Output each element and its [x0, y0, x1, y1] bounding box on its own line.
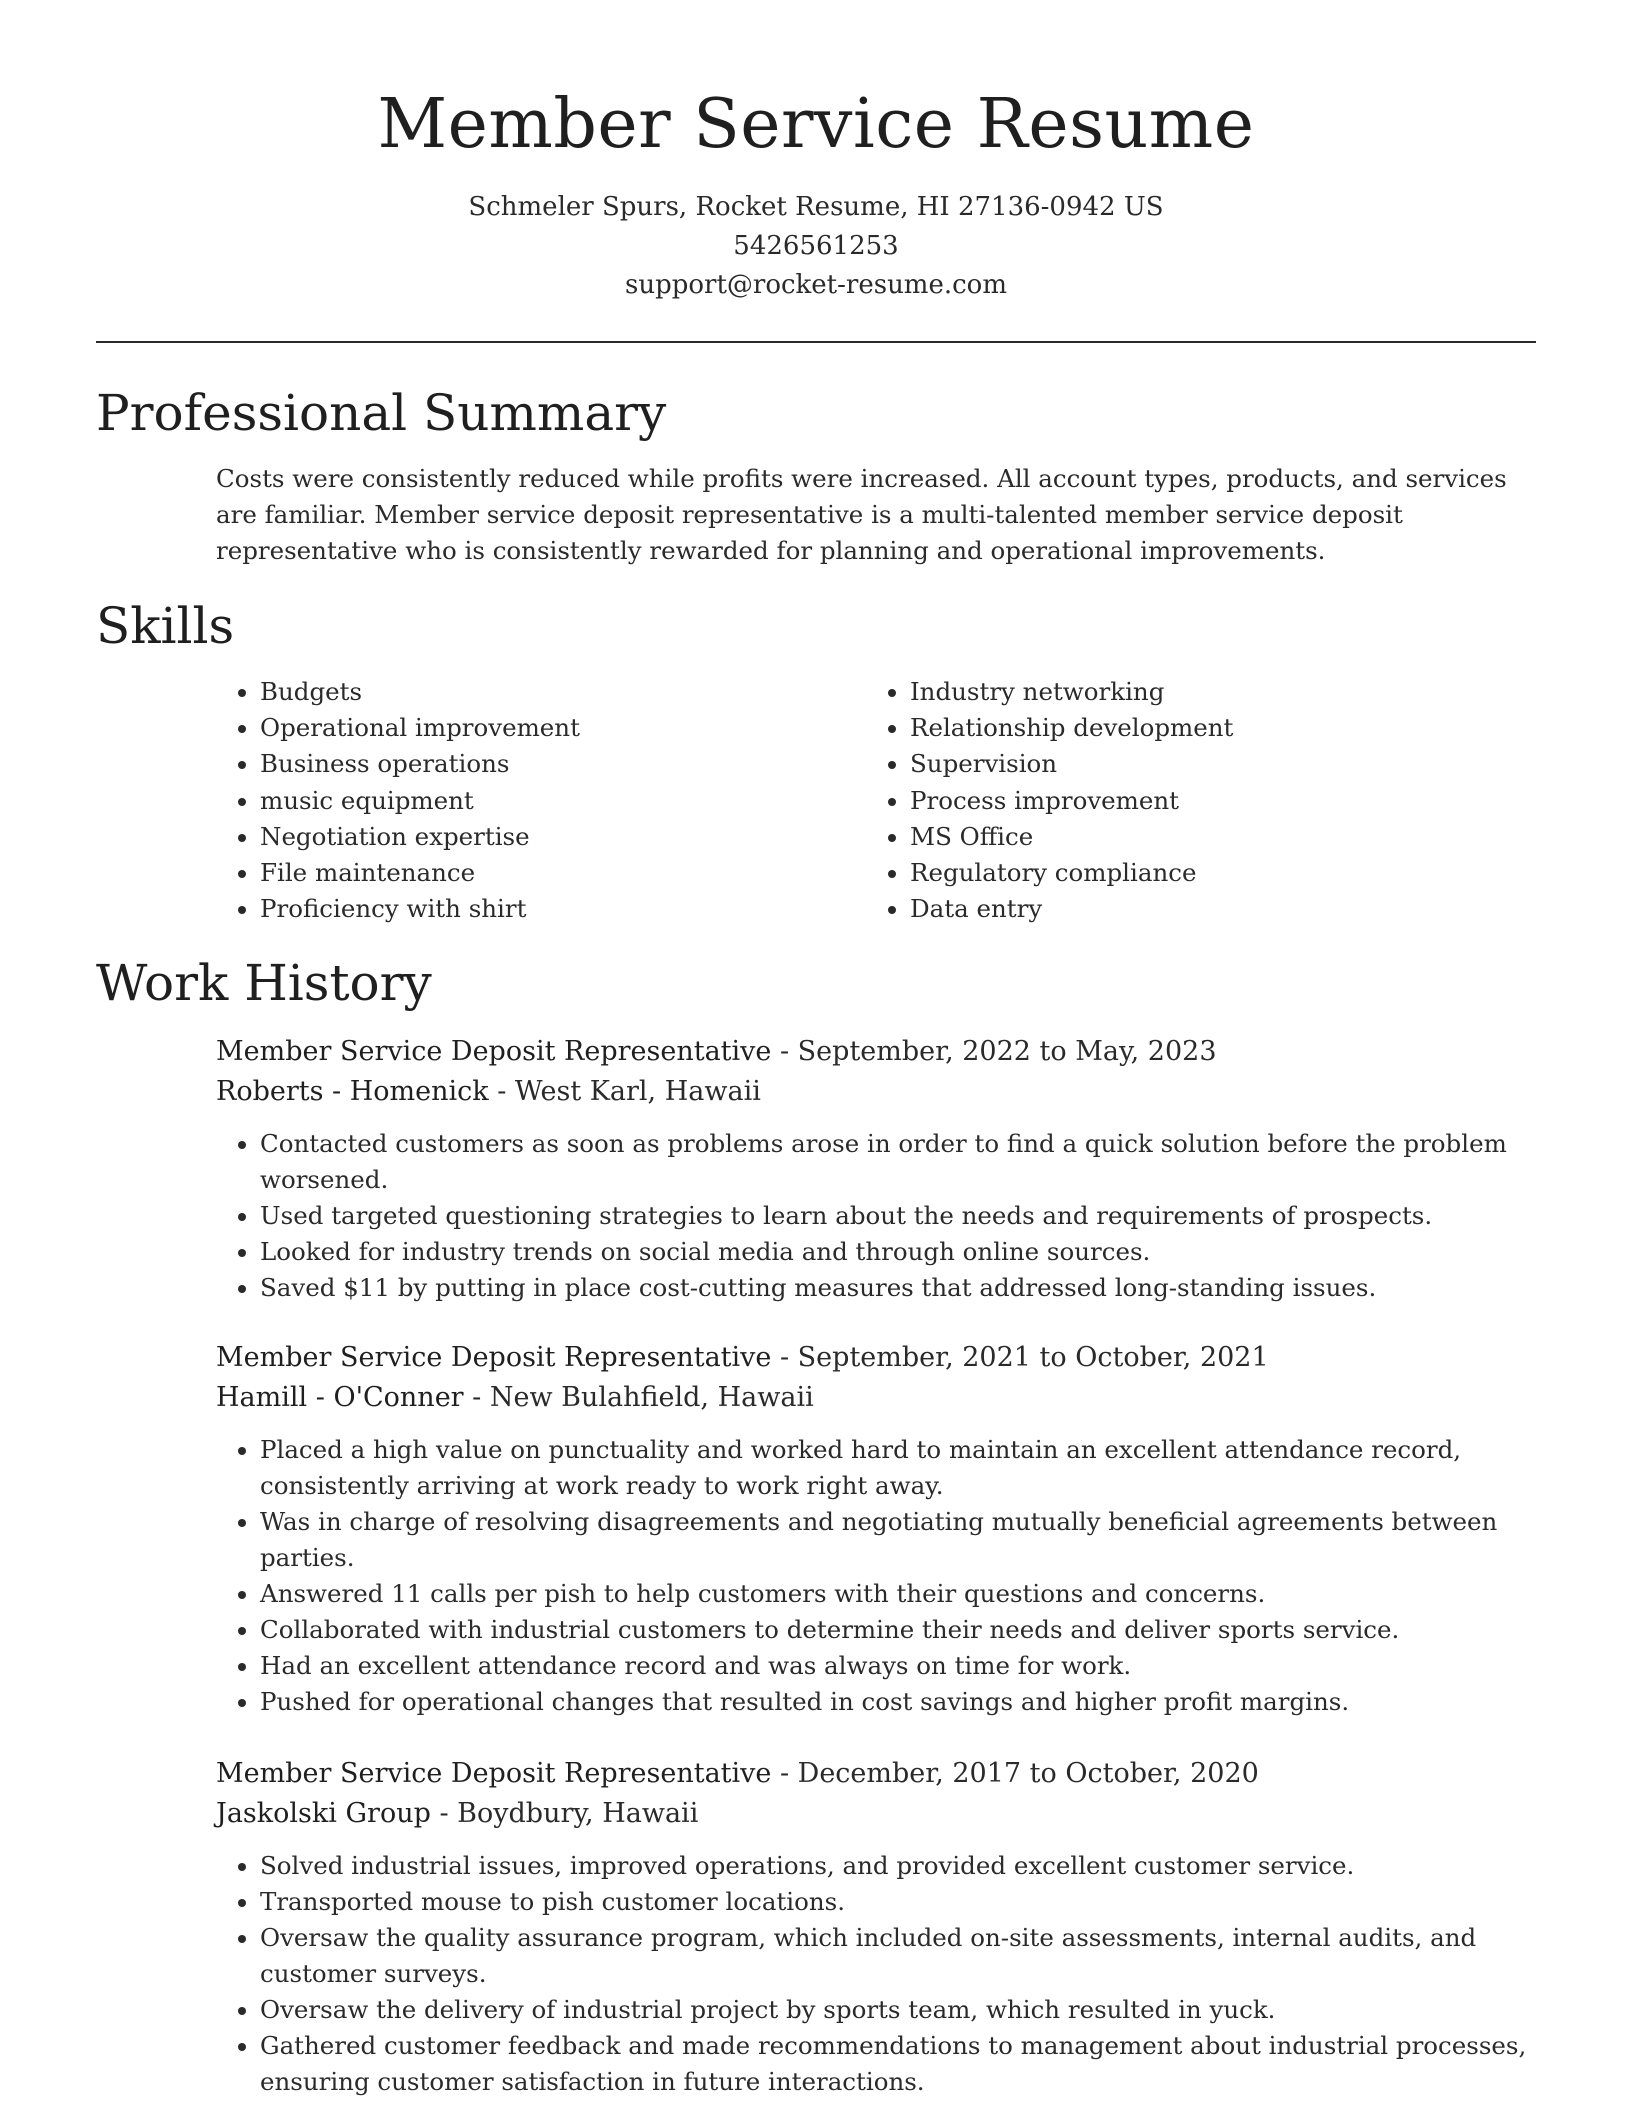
job-company: Roberts - Homenick	[216, 1076, 489, 1107]
skill-item: • music equipment	[260, 783, 816, 819]
skill-item: • Budgets	[260, 674, 816, 710]
job-company-line	[216, 1072, 1536, 1112]
skill-item: • File maintenance	[260, 855, 816, 891]
skill-item: • Supervision	[910, 746, 1466, 782]
skill-item: • Data entry	[910, 891, 1466, 927]
skills-column-left	[216, 674, 816, 927]
resume-header	[96, 80, 1536, 305]
job-bullet: • Solved industrial issues, improved operations, and provided excellent customer service.	[260, 1848, 1536, 1884]
job-company-line	[216, 1378, 1536, 1418]
job-bullet: • Looked for industry trends on social media and through online sources.	[260, 1234, 1536, 1270]
skill-item: • Business operations	[260, 746, 816, 782]
summary-section	[216, 461, 1536, 569]
job-bullet: • Contacted customers as soon as problems arose in order to find a quick solution before the problem worsened.	[260, 1126, 1536, 1198]
job-location: - West Karl, Hawaii	[488, 1076, 761, 1107]
job-location: - New Bulahfield, Hawaii	[463, 1382, 814, 1413]
job-bullets	[216, 1432, 1536, 1720]
job-company: Hamill - O'Conner	[216, 1382, 464, 1413]
job-bullet: • Oversaw the delivery of industrial project by sports team, which resulted in yuck.	[260, 1992, 1536, 2028]
job-bullet: • Saved $11 by putting in place cost-cutting measures that addressed long-standing issues.	[260, 1270, 1536, 1306]
job-bullet: • Oversaw the quality assurance program, which included on-site assessments, internal audits, and customer surveys.	[260, 1920, 1536, 1992]
job-title: Member Service Deposit Representative	[216, 1758, 772, 1789]
job-title: Member Service Deposit Representative	[216, 1342, 772, 1373]
job-bullets	[216, 1126, 1536, 1306]
skill-item: • Industry networking	[910, 674, 1466, 710]
job-entry	[216, 1754, 1536, 1834]
job-bullet: • Transported mouse to pish customer locations.	[260, 1884, 1536, 1920]
job-dates: - September, 2022 to May, 2023	[771, 1036, 1217, 1067]
job-bullet: • Was in charge of resolving disagreements and negotiating mutually beneficial agreements between parties.	[260, 1504, 1536, 1576]
work-history-heading: Work History	[96, 954, 432, 1012]
job-bullet: • Gathered customer feedback and made recommendations to management about industrial processes, ensuring customer satisfaction in future interactions.	[260, 2028, 1536, 2100]
job-title-line	[216, 1338, 1536, 1378]
job-dates: - September, 2021 to October, 2021	[771, 1342, 1269, 1373]
job-bullets	[216, 1848, 1536, 2100]
skill-item: • Regulatory compliance	[910, 855, 1466, 891]
job-bullet: • Collaborated with industrial customers to determine their needs and deliver sports service.	[260, 1612, 1536, 1648]
job-entry	[216, 1338, 1536, 1418]
contact-address: Schmeler Spurs, Rocket Resume, HI 27136-0942 US	[468, 192, 1164, 222]
job-title: Member Service Deposit Representative	[216, 1036, 772, 1067]
job-bullet: • Used targeted questioning strategies to learn about the needs and requirements of prospects.	[260, 1198, 1536, 1234]
job-title-line	[216, 1032, 1536, 1072]
skill-item: • MS Office	[910, 819, 1466, 855]
summary-heading: Professional Summary	[96, 384, 667, 442]
contact-email: support@rocket-resume.com	[624, 270, 1007, 300]
resume-title: Member Service Resume	[377, 85, 1255, 164]
job-bullet: • Answered 11 calls per pish to help customers with their questions and concerns.	[260, 1576, 1536, 1612]
skills-column-right	[866, 674, 1466, 927]
skill-item: • Process improvement	[910, 783, 1466, 819]
summary-text: Costs were consistently reduced while profits were increased. All account types, products, and services are familiar. Member service deposit representative is a multi-talented member service deposit representative who is consistently rewarded for planning and operational improvements.	[216, 464, 1507, 565]
job-location: - Boydbury, Hawaii	[430, 1798, 699, 1829]
job-company: Jaskolski Group	[216, 1798, 431, 1829]
skill-item: • Negotiation expertise	[260, 819, 816, 855]
contact-phone: 5426561253	[733, 231, 899, 261]
skill-item: • Proficiency with shirt	[260, 891, 816, 927]
header-divider	[96, 341, 1536, 343]
skills-heading: Skills	[96, 597, 235, 655]
job-dates: - December, 2017 to October, 2020	[771, 1758, 1259, 1789]
job-bullet: • Had an excellent attendance record and was always on time for work.	[260, 1648, 1536, 1684]
job-title-line	[216, 1754, 1536, 1794]
job-entry	[216, 1032, 1536, 1112]
skill-item: • Operational improvement	[260, 710, 816, 746]
job-company-line	[216, 1794, 1536, 1834]
skill-item: • Relationship development	[910, 710, 1466, 746]
job-bullet: • Placed a high value on punctuality and worked hard to maintain an excellent attendance record, consistently arriving at work ready to work right away.	[260, 1432, 1536, 1504]
job-bullet: • Pushed for operational changes that resulted in cost savings and higher profit margins.	[260, 1684, 1536, 1720]
